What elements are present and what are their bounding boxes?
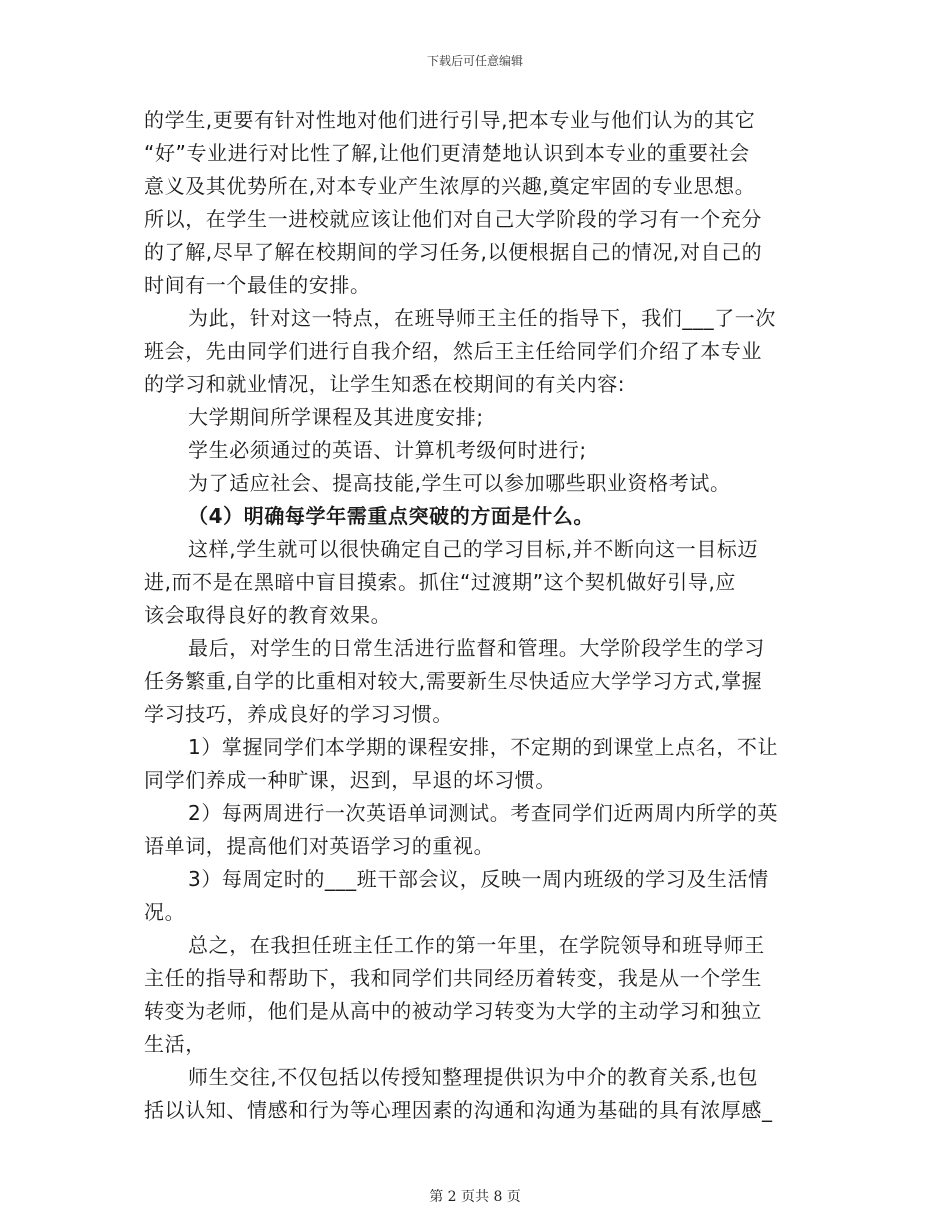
text-line: 同学们养成一种旷课，迟到，早退的坏习惯。 [144, 768, 556, 792]
text-line: 学习技巧，养成良好的学习习惯。 [144, 702, 453, 726]
text-line: 的学生,更要有针对性地对他们进行引导,把本专业与他们认为的其它 [144, 108, 756, 132]
text-line: 主任的指导和帮助下，我和同学们共同经历着转变，我是从一个学生 [144, 966, 762, 990]
text-line: 括以认知、情感和行为等心理因素的沟通和沟通为基础的具有浓厚感_ [144, 1098, 773, 1122]
text-line: 的学习和就业情况，让学生知悉在校期间的有关内容: [144, 372, 626, 396]
text-line: 3）每周定时的___班干部会议，反映一周内班级的学习及生活情 [188, 867, 769, 891]
text-line: 2）每两周进行一次英语单词测试。考查同学们近两周内所学的英 [188, 801, 779, 825]
text-line: 的了解,尽早了解在校期间的学习任务,以便根据自己的情况,对自己的 [144, 240, 763, 264]
text-line: 语单词，提高他们对英语学习的重视。 [144, 834, 495, 858]
text-line: 为了适应社会、提高技能,学生可以参加哪些职业资格考试。 [188, 471, 731, 495]
document-body [144, 104, 812, 1127]
text-line: 况。 [144, 900, 186, 924]
text-line: 学生必须通过的英语、计算机考级何时进行; [188, 438, 587, 462]
text-line: 所以，在学生一进校就应该让他们对自己大学阶段的学习有一个充分 [144, 207, 762, 231]
text-line: 该会取得良好的教育效果。 [144, 603, 392, 627]
text-line: 时间有一个最佳的安排。 [144, 273, 371, 297]
text-line: “好”专业进行对比性了解,让他们更清楚地认识到本专业的重要社会 [144, 141, 750, 165]
text-line: 这样,学生就可以很快确定自己的学习目标,并不断向这一目标迈 [188, 537, 759, 561]
text-line: 最后，对学生的日常生活进行监督和管理。大学阶段学生的学习 [188, 636, 765, 660]
page-footer: 第 2 页共 8 页 [429, 1189, 521, 1205]
text-line: 进,而不是在黑暗中盲目摸索。抓住“过渡期”这个契机做好引导,应 [144, 570, 737, 594]
page-header: 下载后可任意编辑 [426, 54, 523, 68]
text-line: 总之，在我担任班主任工作的第一年里，在学院领导和班导师王 [188, 933, 765, 957]
text-line: 1）掌握同学们本学期的课程安排，不定期的到课堂上点名，不让 [188, 735, 779, 759]
text-line: 生活， [144, 1032, 206, 1056]
text-line: 班会，先由同学们进行自我介绍，然后王主任给同学们介绍了本专业 [144, 339, 762, 363]
text-line: 意义及其优势所在,对本专业产生浓厚的兴趣,奠定牢固的专业思想。 [144, 174, 756, 198]
text-line: 任务繁重,自学的比重相对较大,需要新生尽快适应大学学习方式,掌握 [144, 669, 763, 693]
text-line: 为此，针对这一特点，在班导师王主任的指导下，我们___了一次 [188, 306, 776, 330]
text-line: 师生交往,不仅包括以传授知整理提供识为中介的教育关系,也包 [188, 1065, 759, 1089]
text-line: 大学期间所学课程及其进度安排; [188, 405, 484, 429]
section-heading: （4）明确每学年需重点突破的方面是什么。 [188, 504, 594, 528]
text-line: 转变为老师，他们是从高中的被动学习转变为大学的主动学习和独立 [144, 999, 762, 1023]
